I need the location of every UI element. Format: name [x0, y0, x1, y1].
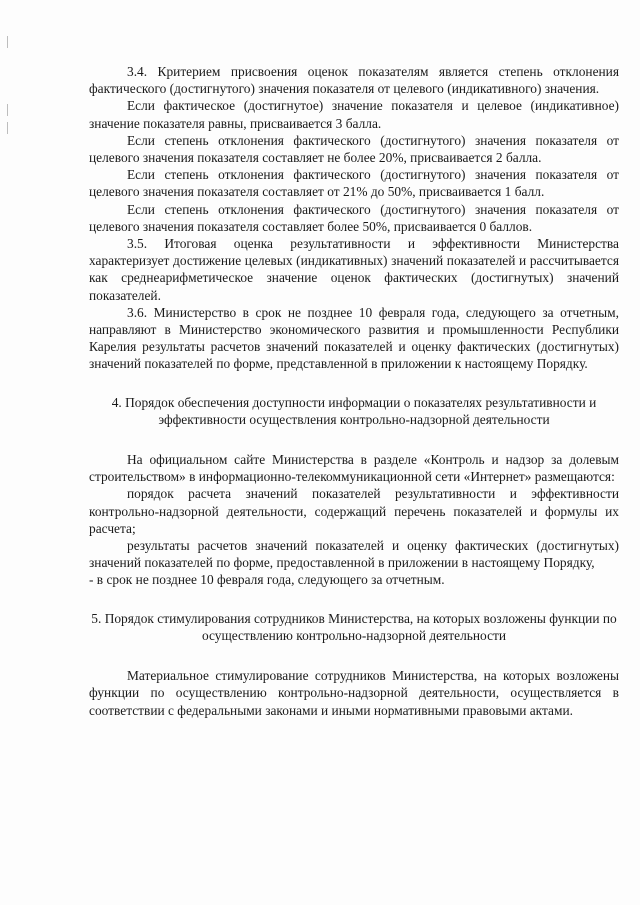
scan-edge-mark-middle — [7, 104, 8, 116]
scan-edge-mark-lower — [7, 122, 8, 134]
paragraph-score-0: Если степень отклонения фактического (достигнутого) значения показателя от целевого значения показателя составляет более 50%, присваивается 0 баллов. — [89, 201, 619, 234]
paragraph-3-4: 3.4. Критерием присвоения оценок показателям является степень отклонения фактического (достигнутого) значения показателя от целевого (индикативного) значения. — [89, 64, 619, 97]
section-4-deadline: - в срок не позднее 10 февраля года, следующего за отчетным. — [89, 572, 445, 588]
section-5-paragraph: Материальное стимулирование сотрудников Министерства, на которых возложены функции по осуществлению контрольно-надзорной деятельности, осуществляется в соответствии с федеральными законами и иными нормативными правовыми актами. — [89, 668, 619, 718]
scan-edge-mark-top — [7, 36, 8, 48]
section-4-intro: На официальном сайте Министерства в разделе «Контроль и надзор за долевым строительством» в информационно-телекоммуникационной сети «Интернет» размещаются: — [89, 452, 619, 485]
document-body — [89, 63, 619, 719]
paragraph-score-3: Если фактическое (достигнутое) значение показателя и целевое (индикативное) значение показателя равны, присваивается 3 балла. — [89, 98, 619, 131]
paragraph-3-5: 3.5. Итоговая оценка результативности и эффективности Министерства характеризует достижение целевых (индикативных) значений показателей и рассчитывается как среднеарифметическое значение оценок фактических (достигнутых) значений показателей. — [89, 236, 619, 303]
paragraph-3-6: 3.6. Министерство в срок не позднее 10 февраля года, следующего за отчетным, направляют в Министерство экономического развития и промышленности Республики Карелия результаты расчетов значений показателей и оценку фактических (достигнутых) значений показателей по форме, представленной в приложении к настоящему Порядку. — [89, 304, 619, 372]
section-4-heading: 4. Порядок обеспечения доступности информации о показателях результативности и эффективности осуществления контрольно-надзорной деятельности — [111, 394, 597, 427]
paragraph-score-2: Если степень отклонения фактического (достигнутого) значения показателя от целевого значения показателя составляет не более 20%, присваивается 2 балла. — [89, 132, 619, 166]
section-4-item-results: результаты расчетов значений показателей и оценку фактических (достигнутых) значений показателей по форме, предоставленной в приложении в настоящему Порядку, — [89, 538, 619, 571]
paragraph-score-1: Если степень отклонения фактического (достигнутого) значения показателя от целевого значения показателя составляет от 21% до 50%, присваивается 1 балл. — [89, 167, 619, 200]
section-5-heading: 5. Порядок стимулирования сотрудников Министерства, на которых возложены функции по осуществлению контрольно-надзорной деятельности — [91, 610, 617, 643]
section-4-item-calculation-order: порядок расчета значений показателей результативности и эффективности контрольно-надзорной деятельности, содержащий перечень показателей и формулы их расчета; — [89, 486, 619, 536]
